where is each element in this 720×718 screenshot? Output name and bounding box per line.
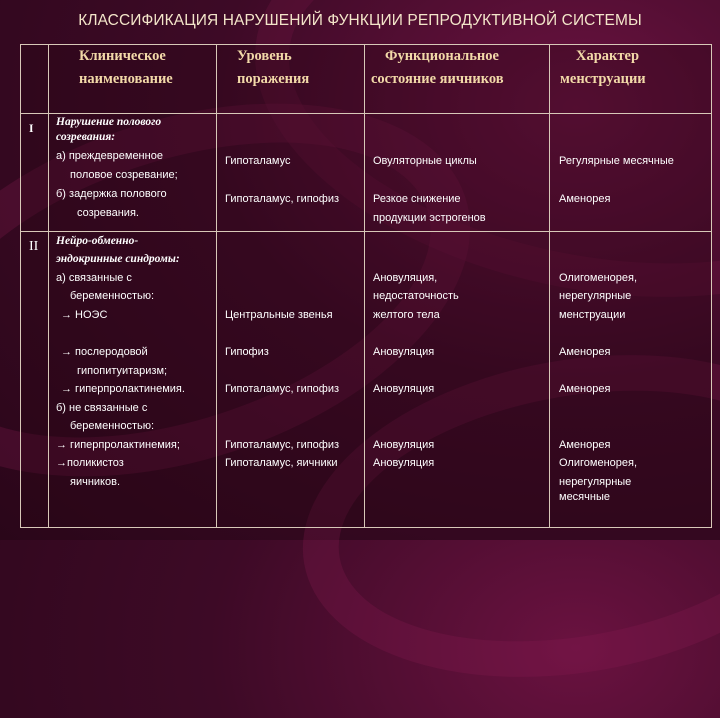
header-line: Клиническое <box>79 48 166 64</box>
lesion-level-cell <box>217 232 365 528</box>
header-line: Характер <box>576 48 640 64</box>
cell-line: желтого тела <box>373 309 440 321</box>
header-row <box>21 45 712 114</box>
cell-line: месячные <box>559 491 610 503</box>
header-empty-cell <box>21 45 49 114</box>
cell-line: б) не связанные с <box>56 402 148 414</box>
cell-line: Ановуляция, <box>373 272 438 284</box>
cell-line: Овуляторные циклы <box>373 155 477 167</box>
cell-line: Ановуляция <box>373 439 435 451</box>
cell-line: б) задержка полового <box>56 188 167 200</box>
cell-line: → гиперпролактинемия; <box>56 439 180 451</box>
cell-line: недостаточность <box>373 290 459 302</box>
header-line: поражения <box>237 71 310 87</box>
classification-table <box>20 44 712 528</box>
cell-line: Ановуляция <box>373 383 435 395</box>
header-line: Уровень <box>237 48 292 64</box>
cell-line: нерегулярные <box>559 476 632 488</box>
cell-line: Аменорея <box>559 439 611 451</box>
cell-line: Аменорея <box>559 383 611 395</box>
cell-line: Гипоталамус <box>225 155 291 167</box>
cell-line: а) связанные с <box>56 272 132 284</box>
cell-line: Нейро-обменно- <box>56 235 139 247</box>
header-line: наименование <box>79 71 173 87</box>
menses-type-cell <box>550 114 712 232</box>
cell-line: гипопитуитаризм; <box>77 365 168 377</box>
cell-line: Гипоталамус, гипофиз <box>225 193 340 205</box>
lesion-level-cell <box>217 114 365 232</box>
cell-line: созревания: <box>56 131 116 143</box>
cell-line: → послеродовой <box>61 346 148 358</box>
cell-line: продукции эстрогенов <box>373 212 486 224</box>
cell-line: Центральные звенья <box>225 309 333 321</box>
cell-line: яичников. <box>70 476 121 488</box>
cell-line: Аменорея <box>559 346 611 358</box>
ovary-state-cell <box>365 232 550 528</box>
cell-line: Гипоталамус, гипофиз <box>225 439 340 451</box>
cell-line: нерегулярные <box>559 290 632 302</box>
cell-line: Гипофиз <box>225 346 269 358</box>
cell-line: беременностью: <box>70 290 155 302</box>
cell-line: беременностью: <box>70 420 155 432</box>
ovary-state-cell <box>365 114 550 232</box>
cell-line: созревания. <box>77 207 139 219</box>
header-line: менструации <box>560 71 646 87</box>
cell-line: Нарушение полового <box>56 116 162 128</box>
cell-line: → гиперпролактинемия. <box>61 383 185 395</box>
cell-line: половое созревание; <box>70 169 178 181</box>
row-number: II <box>21 232 49 528</box>
cell-line: Ановуляция <box>373 457 435 469</box>
cell-line: Олигоменорея, <box>559 272 638 284</box>
cell-line: → НОЭС <box>61 309 108 321</box>
cell-line: →поликистоз <box>56 457 124 469</box>
cell-line: менструации <box>559 309 626 321</box>
cell-line: а) преждевременное <box>56 150 163 162</box>
slide-title: КЛАССИФИКАЦИЯ НАРУШЕНИЙ ФУНКЦИИ РЕПРОДУКТИВНОЙ СИСТЕМЫ <box>78 12 642 29</box>
row-number: I <box>21 114 49 232</box>
cell-line: Гипоталамус, яичники <box>225 457 338 469</box>
header-clinical-name <box>49 45 217 114</box>
cell-line: Олигоменорея, <box>559 457 638 469</box>
header-menses-type <box>550 45 712 114</box>
header-line: Функциональное <box>385 48 499 64</box>
clinical-name-cell <box>49 114 217 232</box>
cell-line: Регулярные месячные <box>559 155 674 167</box>
header-lesion-level <box>217 45 365 114</box>
table-row <box>21 114 712 232</box>
cell-line: Резкое снижение <box>373 193 461 205</box>
table-row <box>21 232 712 528</box>
clinical-name-cell <box>49 232 217 528</box>
cell-line: Аменорея <box>559 193 611 205</box>
cell-line: Ановуляция <box>373 346 435 358</box>
cell-line: Гипоталамус, гипофиз <box>225 383 340 395</box>
menses-type-cell <box>550 232 712 528</box>
header-ovary-state <box>365 45 550 114</box>
header-line: состояние яичников <box>371 71 504 87</box>
cell-line: эндокринные синдромы: <box>56 253 180 265</box>
